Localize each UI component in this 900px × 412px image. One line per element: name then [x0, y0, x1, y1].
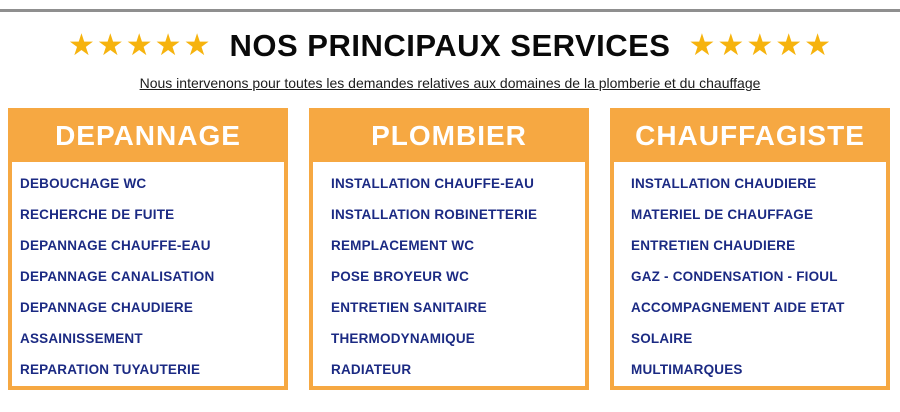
title-row: [0, 25, 900, 67]
star-icon: ★: [96, 29, 125, 62]
star-icon: ★: [804, 29, 833, 62]
service-item[interactable]: ENTRETIEN SANITAIRE: [331, 300, 487, 315]
service-item[interactable]: INSTALLATION CHAUDIERE: [631, 176, 817, 191]
service-item[interactable]: INSTALLATION ROBINETTERIE: [331, 207, 538, 222]
service-item[interactable]: ACCOMPAGNEMENT AIDE ETAT: [631, 300, 845, 315]
star-icon: ★: [125, 29, 154, 62]
column-header-depannage: DEPANNAGE: [12, 112, 284, 162]
stars-right: [689, 31, 833, 61]
service-item[interactable]: POSE BROYEUR WC: [331, 269, 470, 284]
service-column-plombier: [309, 108, 589, 390]
subtitle: Nous intervenons pour toutes les demandes relatives aux domaines de la plomberie et du chauffage: [139, 75, 761, 91]
service-item[interactable]: REPARATION TUYAUTERIE: [20, 362, 201, 377]
service-list-chauffagiste: [614, 162, 886, 385]
services-section: [0, 9, 900, 390]
service-item[interactable]: SOLAIRE: [631, 331, 693, 346]
column-header-plombier: PLOMBIER: [313, 112, 585, 162]
service-item[interactable]: GAZ - CONDENSATION - FIOUL: [631, 269, 838, 284]
service-column-depannage: [8, 108, 288, 390]
service-list-depannage: [12, 162, 284, 385]
column-header-chauffagiste: CHAUFFAGISTE: [614, 112, 886, 162]
service-item[interactable]: ENTRETIEN CHAUDIERE: [631, 238, 796, 253]
top-divider: [0, 9, 900, 12]
page-title: NOS PRINCIPAUX SERVICES: [229, 28, 671, 63]
service-item[interactable]: DEPANNAGE CANALISATION: [20, 269, 215, 284]
service-item[interactable]: MATERIEL DE CHAUFFAGE: [631, 207, 814, 222]
service-item[interactable]: DEBOUCHAGE WC: [20, 176, 147, 191]
service-item[interactable]: ASSAINISSEMENT: [20, 331, 143, 346]
service-item[interactable]: THERMODYNAMIQUE: [331, 331, 475, 346]
service-column-chauffagiste: [610, 108, 890, 390]
service-item[interactable]: DEPANNAGE CHAUDIERE: [20, 300, 194, 315]
star-icon: ★: [746, 29, 775, 62]
star-icon: ★: [154, 29, 183, 62]
service-columns: [8, 108, 890, 390]
service-item[interactable]: MULTIMARQUES: [631, 362, 743, 377]
stars-left: [68, 31, 212, 61]
star-icon: ★: [775, 29, 804, 62]
star-icon: ★: [688, 29, 717, 62]
service-item[interactable]: REMPLACEMENT WC: [331, 238, 475, 253]
service-item[interactable]: RADIATEUR: [331, 362, 412, 377]
star-icon: ★: [67, 29, 96, 62]
service-item[interactable]: RECHERCHE DE FUITE: [20, 207, 175, 222]
service-list-plombier: [313, 162, 585, 385]
star-icon: ★: [183, 29, 212, 62]
service-item[interactable]: INSTALLATION CHAUFFE-EAU: [331, 176, 535, 191]
service-item[interactable]: DEPANNAGE CHAUFFE-EAU: [20, 238, 211, 253]
star-icon: ★: [717, 29, 746, 62]
